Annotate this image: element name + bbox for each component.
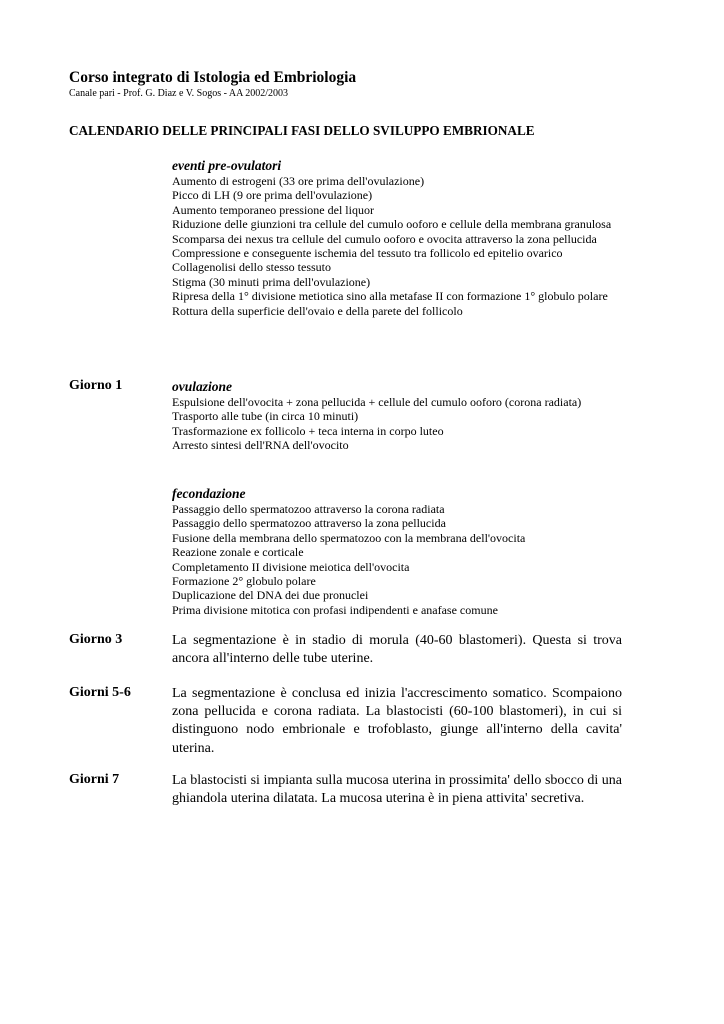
- pre-ovulatory-section: [172, 157, 624, 318]
- calendar-heading: CALENDARIO DELLE PRINCIPALI FASI DELLO SVILUPPO EMBRIONALE: [69, 123, 535, 138]
- fertilization-title: fecondazione: [172, 486, 246, 501]
- ovulation-title: ovulazione: [172, 379, 233, 394]
- ovulation-section: [172, 378, 624, 453]
- event-item: Arresto sintesi dell'RNA dell'ovocito: [172, 438, 349, 453]
- event-item: Trasformazione ex follicolo + teca interna in corpo luteo: [172, 423, 444, 438]
- event-item: Ripresa della 1° divisione metiotica sino alla metafase II con formazione 1° globulo polare: [172, 289, 608, 304]
- event-item: Prima divisione mitotica con profasi indipendenti e anafase comune: [172, 602, 498, 617]
- event-item: Scomparsa dei nexus tra cellule del cumulo ooforo e ovocita attraverso la zona pellucida: [172, 231, 597, 246]
- event-item: Compressione e conseguente ischemia del tessuto tra follicolo ed epitelio ovarico: [172, 246, 563, 261]
- pre-ovulatory-list: [172, 174, 624, 318]
- ovulation-list: [172, 395, 624, 453]
- event-item: Completamento II divisione meiotica dell'ovocita: [172, 559, 410, 574]
- event-item: Formazione 2° globulo polare: [172, 574, 316, 589]
- event-item: Picco di LH (9 ore prima dell'ovulazione): [172, 188, 373, 203]
- day3-label: Giorno 3: [69, 632, 123, 647]
- event-item: Fusione della membrana dello spermatozoo con la membrana dell'ovocita: [172, 530, 526, 545]
- day1-label: Giorno 1: [69, 378, 123, 393]
- document-subtitle: Canale pari - Prof. G. Diaz e V. Sogos - AA 2002/2003: [69, 88, 289, 99]
- event-item: Passaggio dello spermatozoo attraverso la zona pellucida: [172, 516, 446, 531]
- event-item: Passaggio dello spermatozoo attraverso la corona radiata: [172, 502, 445, 516]
- day5-6-text: La segmentazione è conclusa ed inizia l'accrescimento somatico. Scompaiono zona pellucida e corona radiata. La blastocisti (60-100 blastomeri), in cui si distinguono nodo embrionale e trofoblasto, giunge all'interno della cavita' uterina.: [172, 686, 622, 756]
- event-item: Riduzione delle giunzioni tra cellule del cumulo ooforo e cellule della membrana granulosa: [172, 217, 612, 232]
- event-item: Espulsione dell'ovocita + zona pellucida + cellule del cumulo ooforo (corona radiata): [172, 395, 582, 409]
- event-item: Aumento temporaneo pressione del liquor: [172, 202, 374, 217]
- event-item: Stigma (30 minuti prima dell'ovulazione): [172, 274, 371, 289]
- day3-text: La segmentazione è in stadio di morula (40-60 blastomeri). Questa si trova ancora all'interno delle tube uterine.: [172, 633, 622, 667]
- fertilization-list: [172, 502, 624, 617]
- day7-text: La blastocisti si impianta sulla mucosa uterina in prossimita' dello sbocco di una ghiandola uterina dilatata. La mucosa uterina è in piena attivita' secretiva.: [172, 773, 622, 807]
- event-item: Duplicazione del DNA dei due pronuclei: [172, 588, 369, 603]
- fertilization-section: [172, 485, 624, 617]
- document-title: Corso integrato di Istologia ed Embriologia: [69, 69, 357, 86]
- event-item: Reazione zonale e corticale: [172, 545, 304, 560]
- day7-label: Giorni 7: [69, 772, 120, 787]
- event-item: Collagenolisi dello stesso tessuto: [172, 260, 331, 275]
- pre-ovulatory-title: eventi pre-ovulatori: [172, 158, 282, 173]
- event-item: Trasporto alle tube (in circa 10 minuti): [172, 409, 359, 424]
- day5-6-label: Giorni 5-6: [69, 685, 131, 700]
- event-item: Rottura della superficie dell'ovaio e della parete del follicolo: [172, 303, 463, 318]
- event-item: Aumento di estrogeni (33 ore prima dell'ovulazione): [172, 174, 425, 188]
